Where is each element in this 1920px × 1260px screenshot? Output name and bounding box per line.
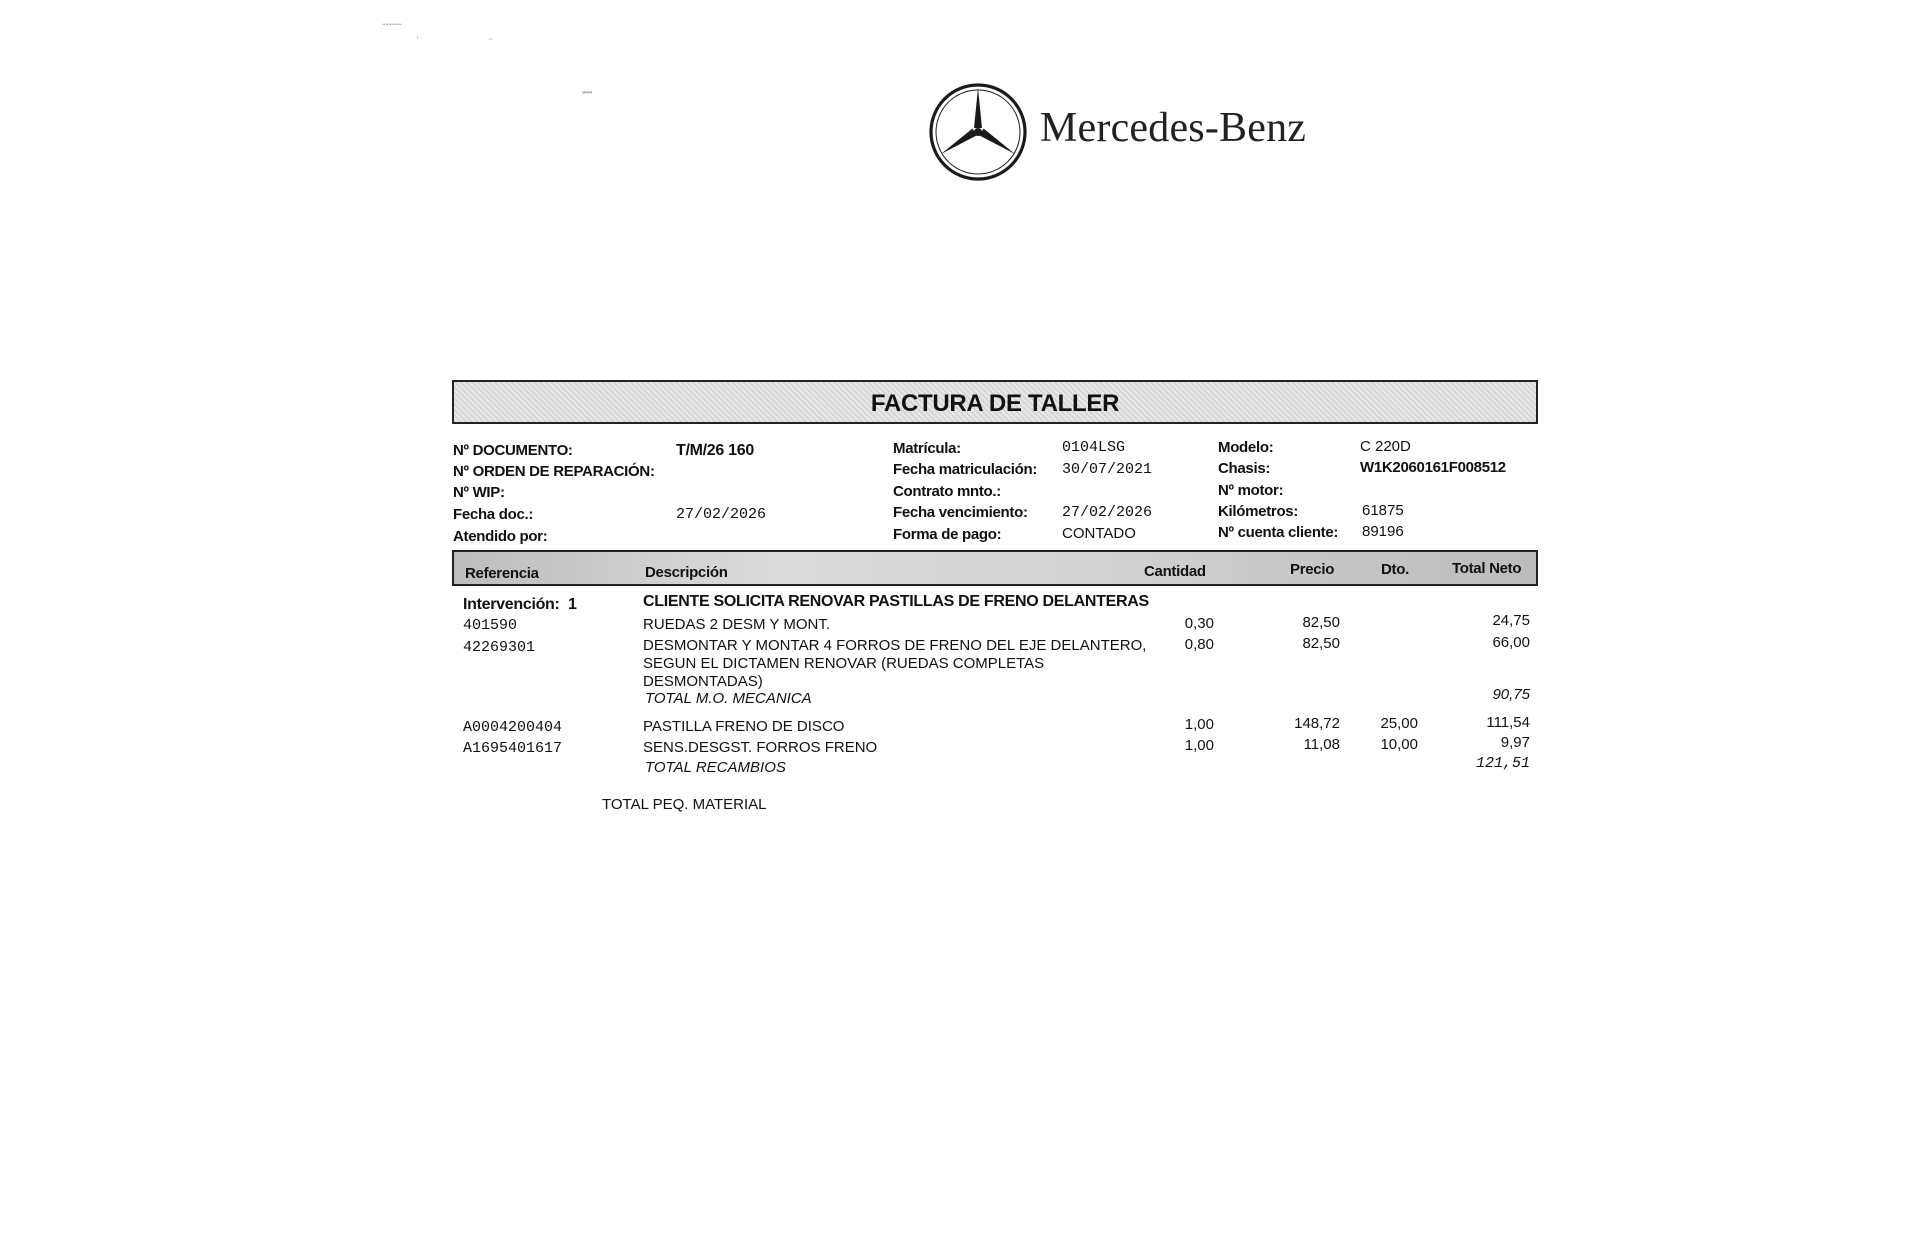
attended-by-label: Atendido por:	[453, 528, 548, 545]
labour-desc-2-line-1: DESMONTAR Y MONTAR 4 FORROS DE FRENO DEL EJE DELANTERO,	[643, 637, 1147, 654]
labour-total-value: 90,75	[1492, 686, 1530, 703]
brand-wordmark: Mercedes-Benz	[1040, 105, 1307, 151]
part-qty-2: 1,00	[1184, 737, 1214, 754]
small-material-label: TOTAL PEQ. MATERIAL	[602, 796, 767, 813]
col-total-neto: Total Neto	[1452, 560, 1522, 577]
doc-number-value: T/M/26 160	[676, 442, 754, 459]
model-value: C 220D	[1360, 438, 1411, 455]
maintenance-contract-label: Contrato mnto.:	[893, 483, 1001, 500]
col-referencia: Referencia	[465, 565, 539, 582]
registration-date-label: Fecha matriculación:	[893, 461, 1038, 478]
kilometers-label: Kilómetros:	[1218, 503, 1299, 520]
labour-total-1: 24,75	[1492, 612, 1530, 629]
labour-total-label: TOTAL M.O. MECANICA	[645, 690, 812, 707]
col-precio: Precio	[1290, 561, 1335, 578]
labour-qty-2: 0,80	[1184, 636, 1214, 653]
doc-date-value: 27/02/2026	[676, 506, 767, 523]
labour-qty-1: 0,30	[1184, 615, 1214, 632]
due-date-label: Fecha vencimiento:	[893, 504, 1028, 521]
part-ref-1: A0004200404	[463, 719, 563, 736]
invoice-title: FACTURA DE TALLER	[870, 390, 1120, 417]
part-qty-1: 1,00	[1184, 716, 1214, 733]
payment-method-value: CONTADO	[1062, 525, 1136, 542]
part-dto-1: 25,00	[1380, 715, 1418, 732]
model-label: Modelo:	[1218, 439, 1274, 456]
table-header	[452, 550, 1538, 586]
labour-price-2: 82,50	[1302, 635, 1340, 652]
due-date-value: 27/02/2026	[1062, 504, 1153, 521]
payment-method-label: Forma de pago:	[893, 526, 1002, 543]
chassis-label: Chasis:	[1218, 460, 1271, 477]
labour-desc-2-line-2: SEGUN EL DICTAMEN RENOVAR (RUEDAS COMPLETAS	[643, 655, 1045, 672]
chassis-value: W1K2060161F008512	[1360, 459, 1506, 476]
registration-date-value: 30/07/2021	[1062, 461, 1153, 478]
invoice-title-band	[452, 380, 1538, 424]
part-desc-2: SENS.DESGST. FORROS FRENO	[643, 739, 878, 756]
kilometers-value: 61875	[1362, 502, 1404, 519]
plate-value: 0104LSG	[1062, 439, 1126, 456]
part-total-1: 111,54	[1486, 714, 1530, 731]
part-ref-2: A1695401617	[463, 740, 563, 757]
labour-total-2: 66,00	[1492, 634, 1530, 651]
col-descripcion: Descripción	[645, 564, 728, 581]
labour-price-1: 82,50	[1302, 614, 1340, 631]
customer-account-value: 89196	[1362, 523, 1404, 540]
part-dto-2: 10,00	[1380, 736, 1418, 753]
labour-desc-1: RUEDAS 2 DESM Y MONT.	[643, 616, 830, 633]
col-cantidad: Cantidad	[1144, 563, 1206, 580]
labour-ref-1: 401590	[463, 617, 518, 634]
engine-number-label: Nº motor:	[1218, 482, 1284, 499]
repair-order-label: Nº ORDEN DE REPARACIÓN:	[453, 463, 655, 480]
wip-label: Nº WIP:	[453, 484, 505, 501]
intervention-description: CLIENTE SOLICITA RENOVAR PASTILLAS DE FRENO DELANTERAS	[643, 593, 1149, 610]
part-price-2: 11,08	[1303, 736, 1340, 753]
part-total-2: 9,97	[1500, 734, 1530, 751]
parts-total-value: 121,51	[1475, 755, 1530, 772]
mercedes-star-icon	[926, 80, 1030, 184]
col-dto: Dto.	[1381, 561, 1409, 578]
part-price-1: 148,72	[1294, 715, 1340, 732]
part-desc-1: PASTILLA FRENO DE DISCO	[643, 718, 845, 735]
doc-number-label: Nº DOCUMENTO:	[453, 442, 573, 459]
labour-ref-2: 42269301	[463, 639, 536, 656]
doc-date-label: Fecha doc.:	[453, 506, 534, 523]
plate-label: Matrícula:	[893, 440, 961, 457]
labour-desc-2-line-3: DESMONTADAS)	[643, 673, 763, 690]
customer-account-label: Nº cuenta cliente:	[1218, 524, 1339, 541]
parts-total-label: TOTAL RECAMBIOS	[645, 759, 786, 776]
intervention-label: Intervención:	[463, 596, 560, 613]
intervention-number: 1	[568, 596, 577, 613]
